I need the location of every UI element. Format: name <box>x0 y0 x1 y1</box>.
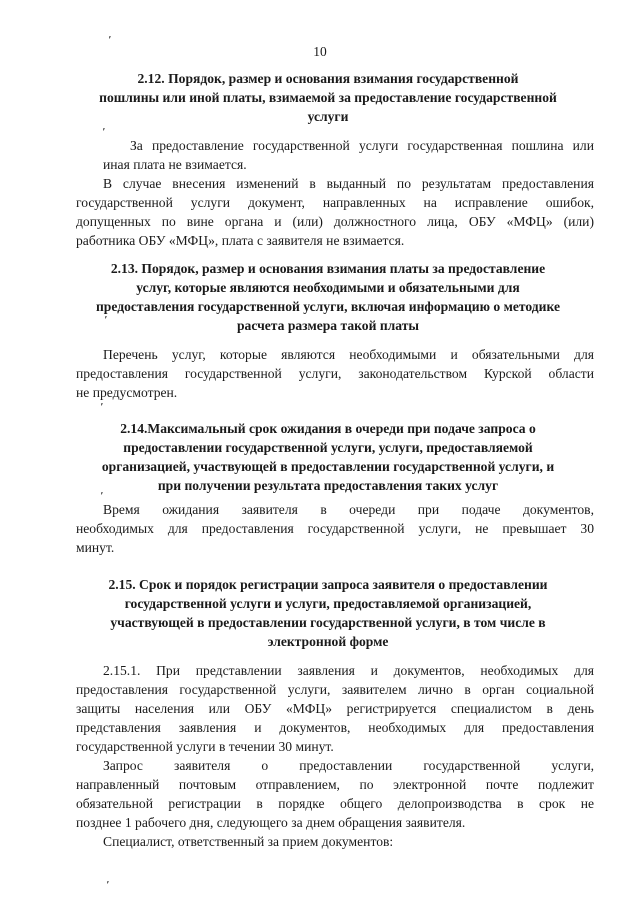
paragraph-line: обязательной регистрации в порядке общего делопроизводства в срок не <box>76 796 594 811</box>
heading-line: услуги <box>307 109 349 124</box>
section-2-13-heading <box>66 259 590 335</box>
paragraph-line: Перечень услуг, которые являются необходимыми и обязательными для <box>103 347 594 362</box>
heading-line: 2.15. Срок и порядок регистрации запроса заявителя о предоставлении <box>108 577 548 592</box>
heading-line: 2.14.Максимальный срок ожидания в очереди при подаче запроса о <box>120 421 536 436</box>
paragraph-line: Время ожидания заявителя в очереди при подаче документов, <box>103 502 594 517</box>
heading-line: организацией, участвующей в предоставлении государственной услуги, и <box>101 459 555 474</box>
paragraph-line: допущенных по вине органа и (или) должностного лица, ОБУ «МФЦ» (или) <box>76 214 594 229</box>
paragraph-line: не предусмотрен. <box>76 385 178 400</box>
paragraph-line: защиты населения или ОБУ «МФЦ» регистрируется специалистом в день <box>76 701 594 716</box>
paragraph-line: работника ОБУ «МФЦ», плата с заявителя не взимается. <box>76 233 405 248</box>
section-2-15-paragraph-1 <box>76 661 594 756</box>
heading-line: при получении результата предоставления таких услуг <box>157 478 499 493</box>
heading-line: пошлины или иной платы, взимаемой за предоставление государственной <box>99 90 557 105</box>
scan-mark: ʼ <box>108 34 112 47</box>
heading-line: 2.13. Порядок, размер и основания взимания платы за предоставление <box>110 261 546 276</box>
paragraph-line: предоставления государственной услуги, заявителем лично в орган социальной <box>76 682 594 697</box>
scan-mark: ʼ <box>100 490 104 503</box>
paragraph-line: необходимых для предоставления государственной услуги, не превышает 30 <box>76 521 594 536</box>
section-2-14-heading <box>66 419 590 495</box>
paragraph-line: предоставления государственной услуги, законодательством Курской области <box>76 366 594 381</box>
scan-mark: ʼ <box>106 879 110 892</box>
scan-mark: ʼ <box>104 314 108 327</box>
heading-line: предоставления государственной услуги, включая информацию о методике <box>95 299 561 314</box>
heading-line: государственной услуги и услуги, предоставляемой организацией, <box>124 596 532 611</box>
section-2-15-paragraph-3 <box>76 832 594 851</box>
paragraph-line: За предоставление государственной услуги государственная пошлина или <box>130 138 594 153</box>
scan-mark: ʼ <box>100 401 104 414</box>
section-2-12-heading <box>66 69 590 126</box>
heading-line: участвующей в предоставлении государственной услуги, в том числе в <box>110 615 546 630</box>
paragraph-line: В случае внесения изменений в выданный по результатам предоставления <box>103 176 594 191</box>
paragraph-line: позднее 1 рабочего дня, следующего за днем обращения заявителя. <box>76 815 466 830</box>
heading-line: расчета размера такой платы <box>236 318 420 333</box>
paragraph-line: Специалист, ответственный за прием документов: <box>103 834 394 849</box>
scan-mark: ʼ <box>102 126 106 139</box>
heading-line: услуг, которые являются необходимыми и обязательными для <box>136 280 520 295</box>
paragraph-line: государственной услуги документ, направленных на исправление ошибок, <box>76 195 594 210</box>
paragraph-line: 2.15.1. При представлении заявления и документов, необходимых для <box>103 663 594 678</box>
paragraph-line: государственной услуги в течении 30 минут. <box>76 739 334 754</box>
heading-line: электронной форме <box>267 634 389 649</box>
section-2-14-paragraph <box>76 500 594 557</box>
heading-line: 2.12. Порядок, размер и основания взимания государственной <box>137 71 519 86</box>
paragraph-line: иная плата не взимается. <box>103 157 247 172</box>
paragraph-line: минут. <box>76 540 115 555</box>
section-2-15-paragraph-2 <box>76 756 594 832</box>
section-2-12-paragraph-2 <box>76 174 594 250</box>
paragraph-line: Запрос заявителя о предоставлении государственной услуги, <box>103 758 594 773</box>
paragraph-line: представления заявления и документов, необходимых для предоставления <box>76 720 594 735</box>
section-2-13-paragraph <box>76 345 594 402</box>
page-number: 10 <box>313 44 327 59</box>
section-2-15-heading <box>66 575 590 651</box>
heading-line: предоставлении государственной услуги, услуги, предоставляемой <box>123 440 533 455</box>
paragraph-line: направленный почтовым отправлением, по электронной почте подлежит <box>76 777 594 792</box>
section-2-12-paragraph-1 <box>76 136 594 174</box>
